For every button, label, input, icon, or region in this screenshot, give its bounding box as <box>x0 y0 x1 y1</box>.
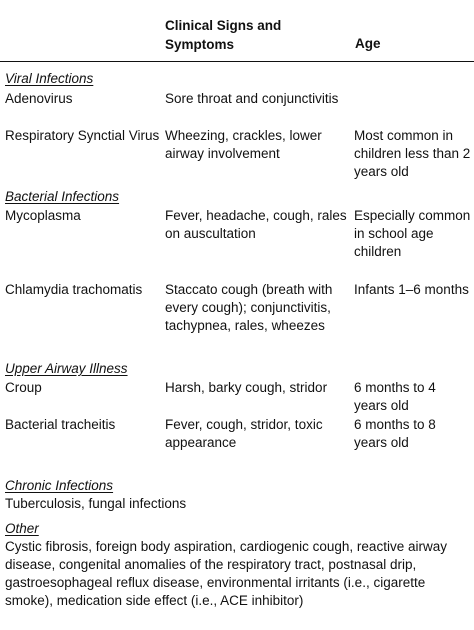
section-chronic-infections: Chronic Infections <box>5 478 114 493</box>
row-age: Infants 1–6 months <box>354 282 469 297</box>
row-name: Croup <box>5 380 42 395</box>
row-age: Most common in children less than 2 years old <box>354 128 471 179</box>
header-clinical-signs: Clinical Signs and Symptoms <box>165 18 282 52</box>
row-signs: Fever, headache, cough, rales on auscultation <box>165 208 347 241</box>
row-name: Bacterial tracheitis <box>5 417 116 432</box>
row-signs: Staccato cough (breath with every cough); conjunctivitis, tachypnea, rales, wheezes <box>165 282 333 333</box>
row-name: Adenovirus <box>5 91 73 106</box>
row-age: 6 months to 4 years old <box>354 380 436 413</box>
row-name: Chlamydia trachomatis <box>5 282 143 297</box>
chronic-infections-text: Tuberculosis, fungal infections <box>5 496 187 511</box>
row-signs: Fever, cough, stridor, toxic appearance <box>165 417 323 450</box>
section-upper-airway-illness: Upper Airway Illness <box>5 361 128 376</box>
row-name: Mycoplasma <box>5 208 81 223</box>
section-viral-infections: Viral Infections <box>5 71 94 86</box>
header-age: Age <box>355 36 381 51</box>
section-bacterial-infections: Bacterial Infections <box>5 189 120 204</box>
table-header <box>0 0 474 62</box>
section-other: Other <box>5 521 39 536</box>
row-age: Especially common in school age children <box>354 208 471 259</box>
other-causes-text: Cystic fibrosis, foreign body aspiration, cardiogenic cough, reactive airway disease, congenital anomalies of the respiratory tract, postnasal drip, gastroesophageal reflux disease, environmental irritants (i.e., cigarette smoke), medication side effect (i.e., ACE inhibitor) <box>5 539 447 608</box>
row-age: 6 months to 8 years old <box>354 417 436 450</box>
row-signs: Wheezing, crackles, lower airway involvement <box>165 128 322 161</box>
row-signs: Sore throat and conjunctivitis <box>165 91 339 106</box>
row-name: Respiratory Synctial Virus <box>5 128 160 143</box>
row-signs: Harsh, barky cough, stridor <box>165 380 328 395</box>
